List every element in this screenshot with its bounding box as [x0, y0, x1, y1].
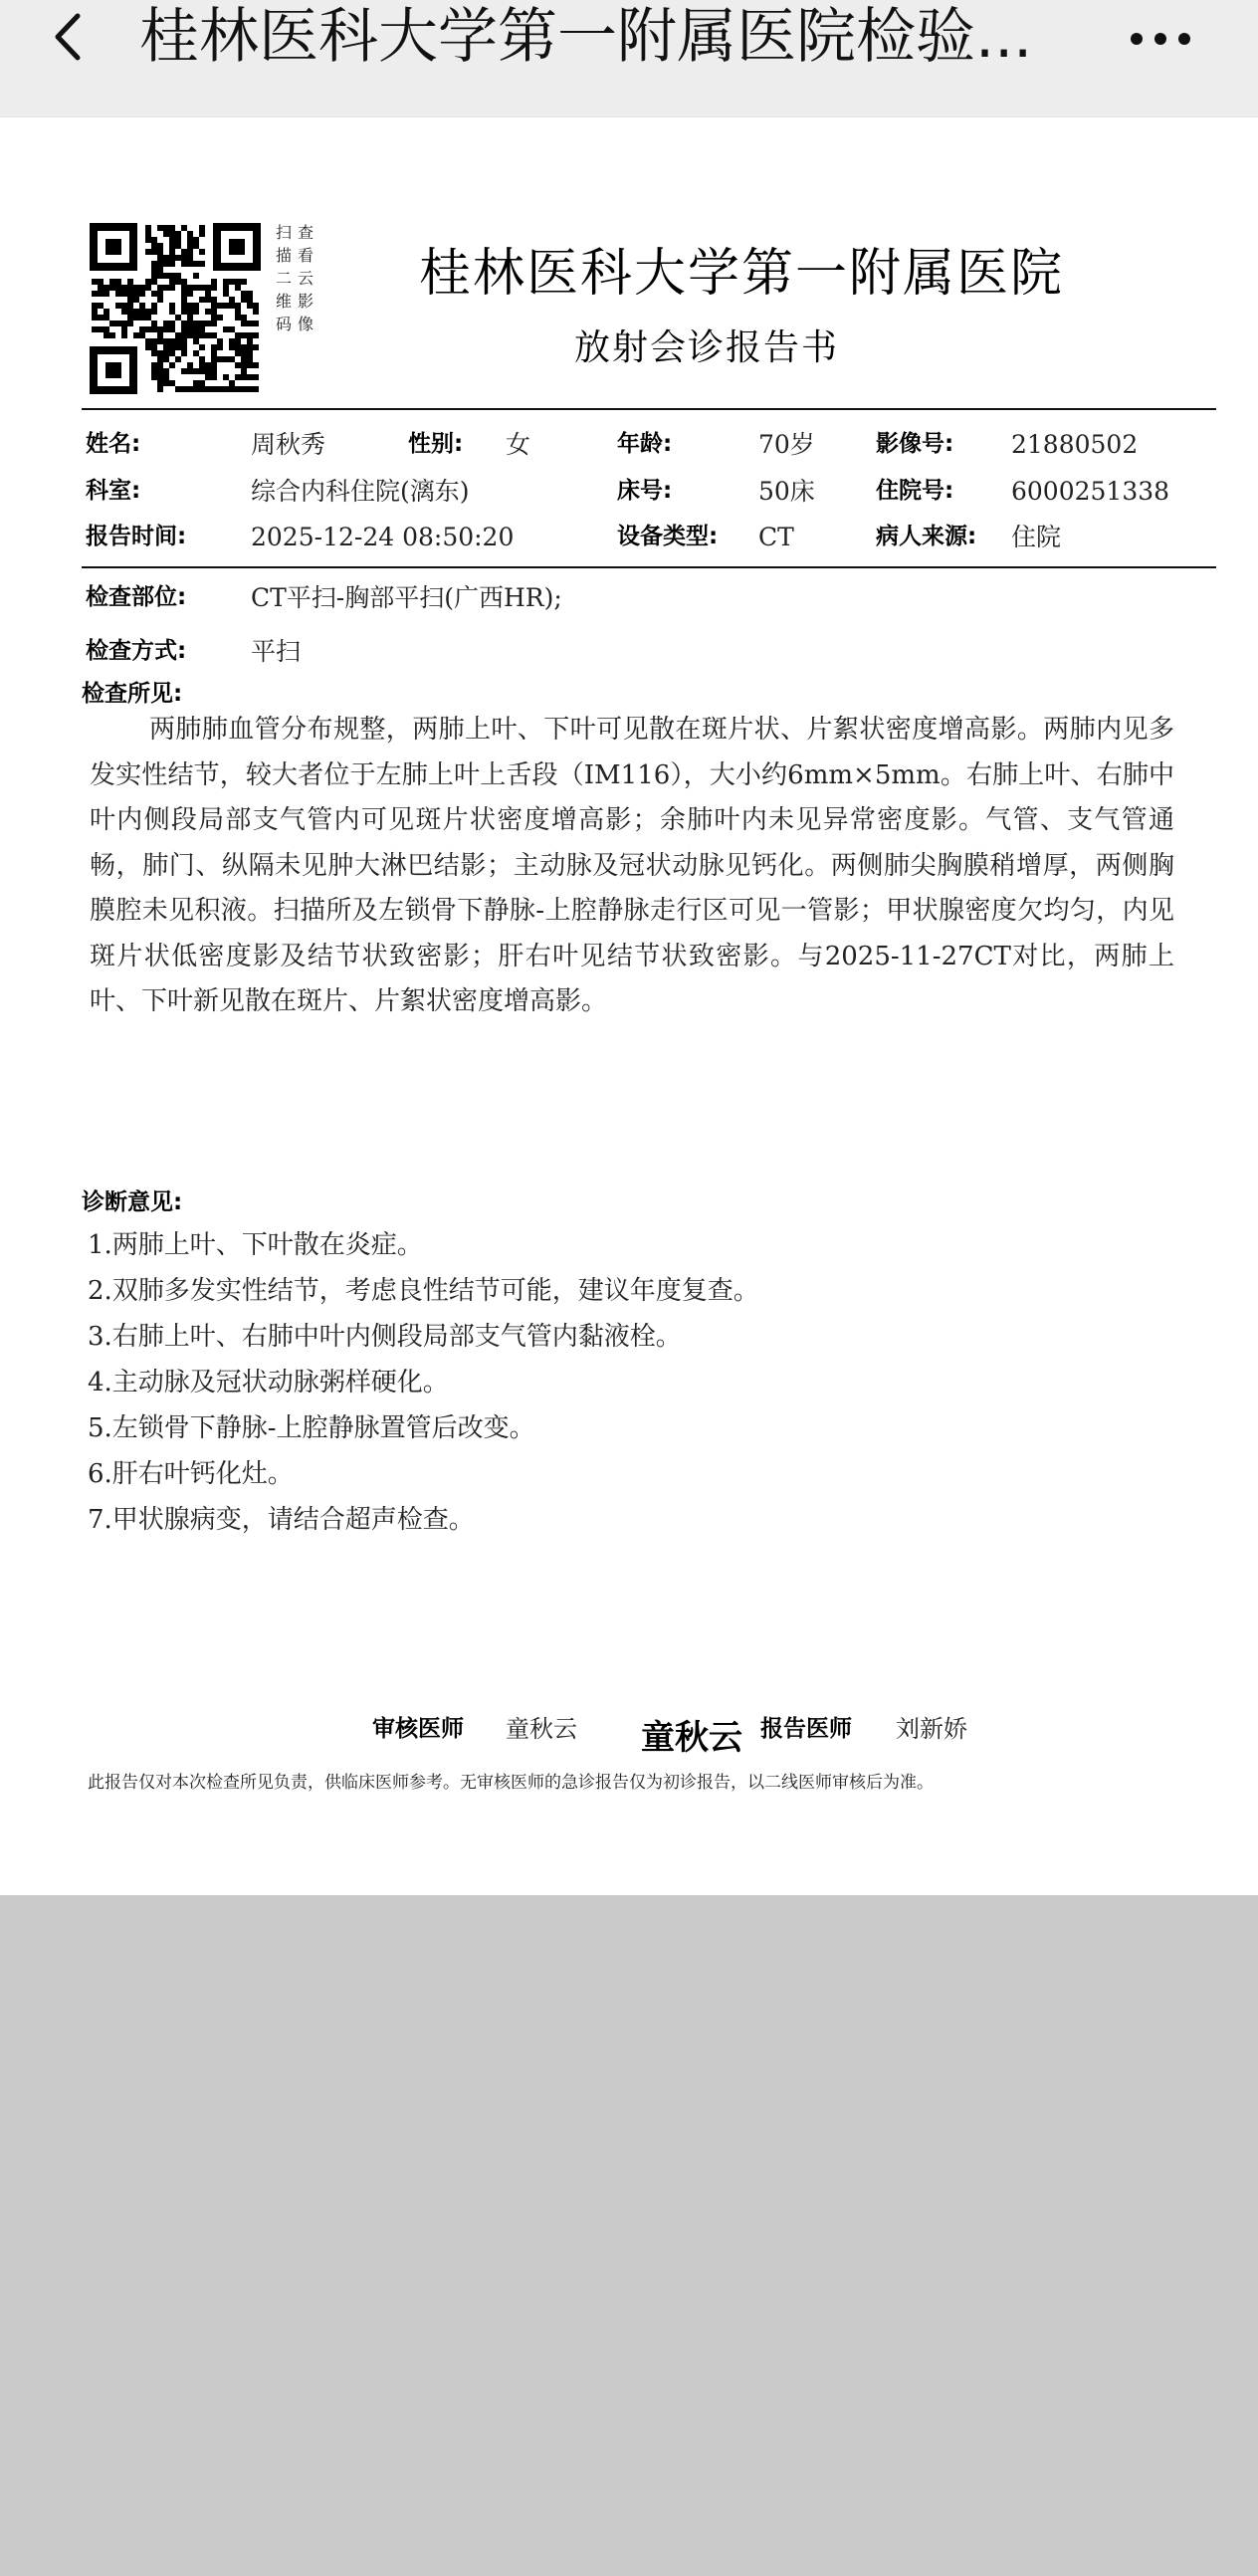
image-no-label: 影像号: [876, 431, 954, 457]
findings-label: 检查所见: [82, 681, 183, 707]
reporter-name: 刘新娇 [896, 1715, 967, 1743]
patient-name: 周秋秀 [251, 430, 326, 459]
hospital-name: 桂林医科大学第一附属医院 [418, 244, 1064, 304]
patient-dept: 综合内科住院(漓东) [251, 477, 470, 506]
list-item: 1.两肺上叶、下叶散在炎症。 [88, 1230, 423, 1260]
admission-no: 6000251338 [1011, 477, 1170, 506]
page-title: 桂林医科大学第一附属医院检验... [139, 2, 1033, 72]
admission-label: 住院号: [876, 478, 954, 504]
patient-gender: 女 [506, 430, 531, 459]
exam-method: 平扫 [251, 637, 302, 666]
more-button[interactable] [1123, 2, 1198, 72]
reviewer-signature: 童秋云 [641, 1718, 742, 1758]
bed-label: 床号: [617, 478, 673, 504]
name-label: 姓名: [86, 431, 141, 457]
top-bar [0, 0, 1258, 117]
report-time-label: 报告时间: [86, 524, 187, 549]
exam-method-label: 检查方式: [86, 638, 187, 664]
report-time: 2025-12-24 08:50:20 [251, 523, 515, 551]
report-type: 放射会诊报告书 [573, 327, 839, 368]
source-label: 病人来源: [876, 524, 977, 549]
patient-age: 70岁 [758, 430, 815, 459]
list-item: 5.左锁骨下静脉-上腔静脉置管后改变。 [88, 1413, 535, 1443]
list-item: 7.甲状腺病变，请结合超声检查。 [88, 1505, 475, 1535]
age-label: 年龄: [617, 431, 673, 457]
disclaimer: 此报告仅对本次检查所见负责，供临床医师参考。无审核医师的急诊报告仅为初诊报告，以二线医师审核后为准。 [88, 1773, 934, 1793]
diagnosis-label: 诊断意见: [82, 1189, 183, 1215]
viewer-background [0, 1895, 1258, 2576]
device-label: 设备类型: [617, 524, 719, 549]
back-button[interactable] [44, 2, 104, 72]
image-no: 21880502 [1011, 430, 1139, 459]
qr-caption-left: 扫描二维码 [275, 223, 292, 333]
header-divider [82, 408, 1216, 410]
qr-code-icon[interactable] [90, 223, 261, 394]
device-type: CT [758, 523, 794, 551]
diagnosis-list [88, 1222, 759, 1543]
list-item: 3.右肺上叶、右肺中叶内侧段局部支气管内黏液栓。 [88, 1322, 682, 1352]
patient-source: 住院 [1011, 523, 1062, 551]
bed-no: 50床 [758, 477, 815, 506]
exam-site-label: 检查部位: [86, 584, 187, 610]
qr-caption-right: 查看云影像 [297, 223, 314, 333]
list-item: 6.肝右叶钙化灶。 [88, 1459, 294, 1489]
reporter-label: 报告医师 [760, 1716, 852, 1742]
findings-text: 两肺肺血管分布规整，两肺上叶、下叶可见散在斑片状、片絮状密度增高影。两肺内见多发实性结节，较大者位于左肺上叶上舌段（IM116），大小约6mm×5mm。右肺上叶、右肺中叶内侧段局部支气管内可见斑片状密度增高影；余肺叶内未见异常密度影。气管、支气管通畅，肺门、纵隔未见肿大淋巴结影；主动脉及冠状动脉见钙化。两侧肺尖胸膜稍增厚，两侧胸膜腔未见积液。扫描所及左锁骨下静脉-上腔静脉走行区可见一管影；甲状腺密度欠均匀，内见斑片状低密度影及结节状致密影；肝右叶见结节状致密影。与2025-11-27CT对比，两肺上叶、下叶新见散在斑片、片絮状密度增高影。 [90, 715, 1174, 1016]
gender-label: 性别: [408, 431, 464, 457]
reviewer-name: 童秋云 [506, 1715, 577, 1743]
exam-site: CT平扫-胸部平扫(广西HR); [251, 583, 562, 612]
info-divider [82, 566, 1216, 568]
chevron-left-icon [44, 2, 104, 72]
reviewer-label: 审核医师 [372, 1716, 464, 1742]
dept-label: 科室: [86, 478, 141, 504]
list-item: 4.主动脉及冠状动脉粥样硬化。 [88, 1368, 449, 1397]
list-item: 2.双肺多发实性结节，考虑良性结节可能，建议年度复查。 [88, 1276, 759, 1306]
